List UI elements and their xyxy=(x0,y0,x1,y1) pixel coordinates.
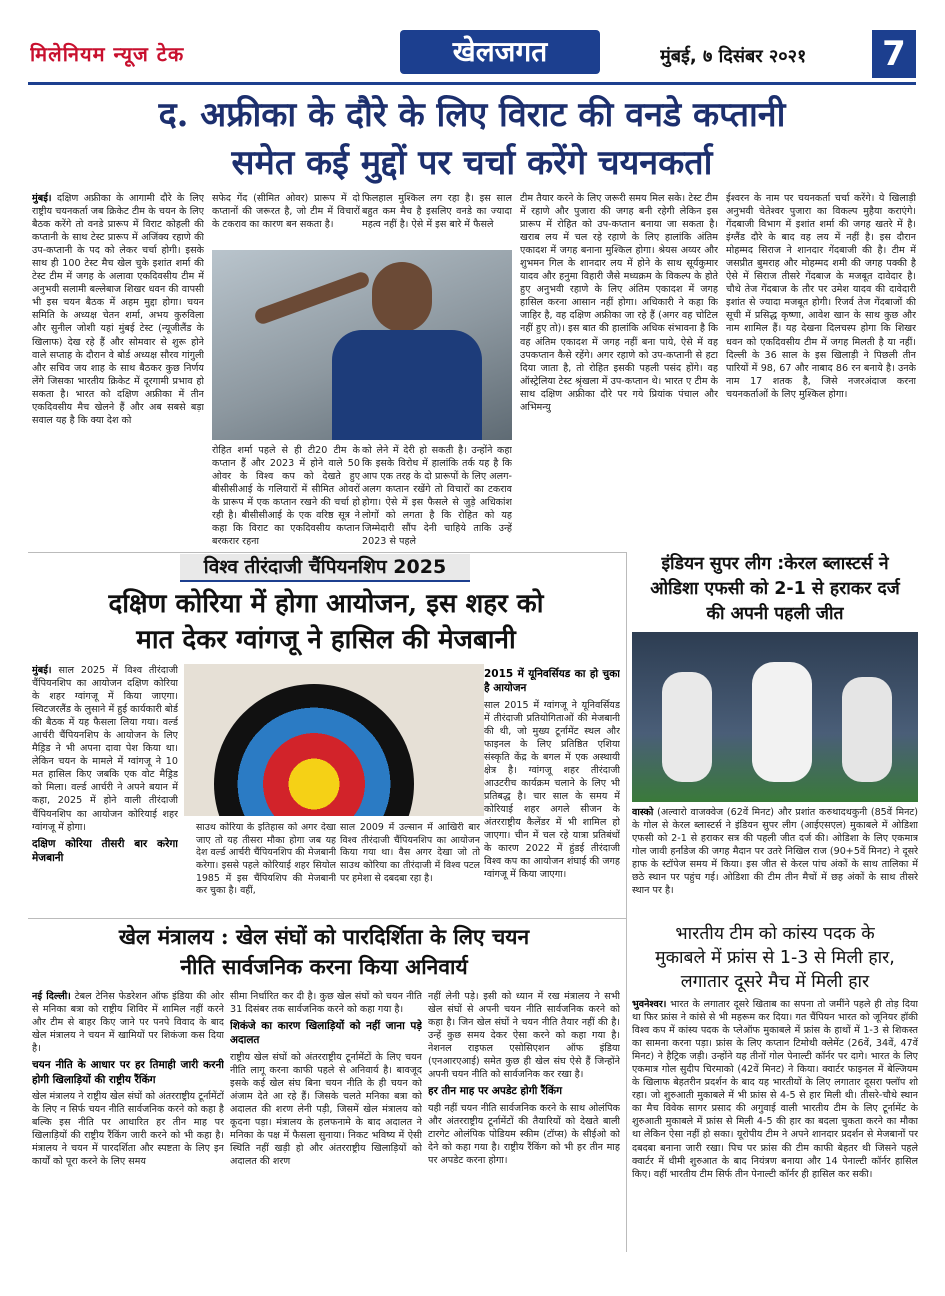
archery-headline-line-1: दक्षिण कोरिया में होगा आयोजन, इस शहर को xyxy=(108,589,544,619)
ministry-subhead-1: चयन नीति के आधार पर हर तिमाही जारी करनी होगी खिलाड़ियों की राष्ट्रीय रैंकिंग xyxy=(32,1059,224,1086)
ministry-col-3b-text: यही नहीं चयन नीति सार्वजनिक करने के साथ ओलंपिक और अंतरराष्ट्रीय टूर्नामेंटों की तैयारियों को देखते बाली टारगेट ओलंपिक पोडियम स्कीम (टॉप्स) के सीईओ को देने को कहा गया है। राष्ट्रीय रैंकिंग को भी हर तीन माह पर अपडेट करना होगा। xyxy=(428,1102,620,1166)
main-headline-line-2: समेत कई मुद्दों पर चर्चा करेंगे चयनकर्ता xyxy=(231,143,713,183)
hockey-headline-line-3: लगातार दूसरे मैच में मिली हार xyxy=(680,972,870,992)
archery-target-photo xyxy=(184,664,484,816)
ministry-col-3a-text: नहीं लेनी पड़े। इसी को ध्यान में रख मंत्रालय ने सभी खेल संघों से अपनी चयन नीति सार्वजनिक करने को कहा है। जिन खेल संघों ने चयन नीति तैयार नहीं की है। उन्हें कुछ समय देकर ऐसा करने को कहा गया है। नेशनल राइफल एसोसिएशन ऑफ इंडिया (एनआरएआई) समेत कुछ ही खेल संघ ऐसे हैं जिन्होंने अपनी चयन नीति को सार्वजनिक कर रखा है। xyxy=(428,991,620,1081)
ministry-dateline: नई दिल्ली। xyxy=(32,991,71,1002)
main-headline-line-1: द. अफ्रीका के दौरे के लिए विराट की वनडे कप्तानी xyxy=(158,95,786,135)
player-figure-3 xyxy=(842,677,892,782)
edition-date: मुंबई, ७ दिसंबर २०२१ xyxy=(660,46,807,67)
player-head-shape xyxy=(372,262,432,332)
ministry-col-3 xyxy=(428,990,620,1250)
isl-dateline: वास्को xyxy=(632,807,654,818)
ministry-col-1 xyxy=(32,990,224,1250)
archery-dateline: मुंबई। xyxy=(32,665,52,676)
kohli-photo xyxy=(212,250,512,440)
main-story-col-2-bottom: रोहित शर्मा पहले से ही टी20 टीम के कप्तान हैं और 2023 में होने वाले 50 ओवर के विश्व कप को देखते हुए बीसीसीआई के गलियारों में सीमित ओवरों के प्रारूप में एक कप्तान रखने की चर्चा हो रही है। बीसीसीआई के एक वरिष्ठ सूत्र ने कहा कि विराट का एकदिवसीय कप्तान बरकरार रहना xyxy=(212,445,360,548)
isl-story-text: (अल्वारो वाजक्वेज (62वें मिनट) और प्रशांत करुथादथकुनी (85वें मिनट) के गोल से केरल ब्लास्टर्स ने इंडियन सुपर लीग (आईएसएल) मुकाबले में ओडिशा एफसी को 2-1 से हराकर सत्र की पहली जीत दर्ज की। ओडिशा के लिए एकमात्र गोल जावी हर्नांडेज की जगह मैदान पर उतरे निखिल राज (90+5वें मिनट) ने दूसरे हाफ के स्टॉपेज समय में किया। इस जीत से केरल पांच अंकों के साथ तालिका में छठे स्थान पर पहुंच गई। ओडिशा की टीम तीन मैचों में छह अंकों के साथ तीसरे स्थान पर है। xyxy=(632,807,918,897)
ministry-subhead-2: शिकंजे का कारण खिलाड़ियों को नहीं जाना पड़े अदालत xyxy=(230,1020,422,1047)
archery-col-4 xyxy=(484,664,620,924)
hockey-headline-line-1: भारतीय टीम को कांस्य पदक के xyxy=(675,924,875,944)
main-story-col-4: टीम तैयार करने के लिए जरूरी समय मिल सके। टेस्ट टीम में रहाणे और पुजारा की जगह बनी रहेगी लेकिन इस प्रारूप में रोहित को उप-कप्तान बनाया जा सकता है। खराब लय में चल रहे रहाणे के लिए हालांकि अंतिम एकादश में जगह बनाना मुश्किल होगा। श्रेयस अय्यर और शुभमन गिल के शानदार लय में होने के साथ सूर्यकुमार यादव और हनुमा विहारी जैसे मध्यक्रम के विकल्प के होते हुए अनुभवी रहाणे के लिए अंतिम एकादश में जगह हासिल करना आसान नहीं होगा। अधिकारी ने कहा कि जाहिर है, वह दक्षिण अफ्रीका जा रहे हैं (अगर वह चोटिल नहीं हुए तो)। इस बात की हालांकि अधिक संभावना है कि वह अंतिम एकादश में जगह नहीं बना पाये, ऐसे में वह उपकप्तान कैसे रहेंगे। अगर रहाणे को उप-कप्तानी से हटा दिया जाता है, तो रोहित इसकी पहली पसंद होंगे। वह ऑस्ट्रेलिया टेस्ट श्रृंखला में उप-कप्तान थे। भारत ए टीम के साथ दक्षिण अफ्रीका दौरे पर गये प्रियांक पंचाल और अभिमन्यु xyxy=(520,193,718,413)
archery-col-4-text: साल 2015 में ग्वांगजू ने यूनिवर्सियड में तीरंदाजी प्रतियोगिताओं की मेजबानी की थी, जो मुख्य टूर्नामेंट स्थल और फाइनल के लिए प्रतिष्ठित एशिया संस्कृति केंद्र के बगल में एक अस्थायी क्षेत्र है। ग्वांगजू शहर तीरंदाजी आउटरीच कार्यक्रम चलाने के लिए भी प्रतिबद्ध है। चार साल के समय में कोरियाई शहर अगले सीजन के अंतरराष्ट्रीय कैलेंडर में भी शामिल हो जाएगा। चीन में चल रहे यात्रा प्रतिबंधों के कारण 2022 में हुंडई तीरंदाजी विश्व कप का आयोजन शंघाई की जगह ग्वांगजू में किया जाएगा। xyxy=(484,699,620,881)
ministry-col-2a-text: सीमा निर्धारित कर दी है। कुछ खेल संघों को चयन नीति 31 दिसंबर तक सार्वजनिक करने को कहा गया है। xyxy=(230,991,422,1016)
archery-subhead-1: दक्षिण कोरिया तीसरी बार करेगा मेजबानी xyxy=(32,837,178,864)
masthead-rule xyxy=(28,82,916,85)
player-figure-1 xyxy=(662,672,712,782)
main-story-col-3-top: फिलहाल मुश्किल लग रहा है। इस साल बहुत कम मैच है इसलिए वनडे का ज्यादा महत्व नहीं है। ऐसे में इस बारे में फैसले xyxy=(362,193,512,231)
ministry-subhead-3: हर तीन माह पर अपडेट होगी रैंकिंग xyxy=(428,1085,562,1098)
player-jersey-shape xyxy=(332,330,482,440)
archery-kicker: विश्व तीरंदाजी चैंपियनशिप 2025 xyxy=(180,554,470,582)
isl-headline-line-2: ओडिशा एफसी को 2-1 से हराकर दर्ज xyxy=(650,579,900,599)
dateline: मुंबई। xyxy=(32,193,52,204)
main-story-col-3-bottom: को लेने में देरी हो सकती है। उन्होंने कहा कि इसके विरोध में हालांकि तर्क यह है कि आप एक तरह के दो प्रारूपों के लिए अलग-अलग कप्तान रखेंगे तो विचारों का टकराव होगा। ऐसे में इस फैसले से जुड़े अधिकांश लोगों को लगता है कि रोहित को यह जिम्मेदारी सौंप देनी चाहिये ताकि उन्हें 2023 से पहले xyxy=(362,445,512,548)
ministry-col-1a-text: टेबल टेनिस फेडरेशन ऑफ इंडिया की ओर से मनिका बत्रा को राष्ट्रीय शिविर में शामिल नहीं करने और टीम से बाहर किए जाने पर पनपे विवाद के बाद खेल मंत्रालय ने चयन में खामियों पर शिकंजा कस दिया है। xyxy=(32,991,224,1055)
main-story-col-1-text: दक्षिण अफ्रीका के आगामी दौरे के लिए राष्ट्रीय चयनकर्ता जब क्रिकेट टीम के चयन के लिए बैठक करेंगे तो वनडे प्रारूप में विराट कोहली की कप्तानी के साथ टेस्ट प्रारूप में अजिंक्य रहाणे की उप-कप्तानी के पद को लेकर चर्चा होगी। इसके साथ ही 100 टेस्ट मैच खेल चुके इशांत शर्मा की टेस्ट टीम में जगह के अलावा एकदिवसीय टीम में अनुभवी सलामी बल्लेबाज शिखर धवन की वापसी भी इस चयन बैठक में अहम मुद्दा होगा। चयन समिति के अध्यक्ष चेतन शर्मा, अभय कुरुविला और सुनील जोशी यहां मुंबई टेस्ट (न्यूजीलैंड के खिलाफ) देख रहे हैं और सोमवार से शुरू होने वाले सप्ताह के दौरान वे बोर्ड अध्यक्ष सौरव गांगुली और सचिव जय शाह के साथ बैठकर कुछ निर्णय लेंगे जिसका भारतीय क्रिकेट में दूरगामी प्रभाव हो सकता है। भारत को दक्षिण अफ्रीका में तीन एकदिवसीय मैच खेलने हैं और अब सबसे बड़ा सवाल यह है कि क्या देश को xyxy=(32,193,204,426)
archery-col-3: साल 2009 में उल्सान में आखिरी बार विश्व तीरंदाजी चैंपियनशिप का आयोजन किया गया था। वैस अगर देखा जो तो साउथ कोरिया का तीरंदाजी में विश्व पटल पर हमेशा से दबदबा रहा है। xyxy=(340,822,480,884)
ministry-headline-line-1: खेल मंत्रालय : खेल संघों को पारदिर्शिता के लिए चयन xyxy=(118,924,530,949)
isl-headline-line-3: की अपनी पहली जीत xyxy=(706,604,844,624)
archery-headline-line-2: मात देकर ग्वांगजू ने हासिल की मेजबानी xyxy=(136,625,516,655)
hockey-story-text: भारत के लगातार दूसरे खिताब का सपना तो जमींने पहले ही तोड़ दिया था फिर फ्रांस ने कांसे से भी महरूम कर दिया। गत चैंपियन भारत को जूनियर हॉकी विश्व कप में कांस्य पदक के प्लेऑफ मुकाबले में फ्रांस के हाथों में 1-3 से शिकस्त का सामना करना पड़ा। फ्रांस के लिए कप्तान टिमोथी क्लेमेंट (26वें, 34वें, 47वें मिनट) ने हैट्रिक जड़ी। उन्होंने यह तीनों गोल पेनाल्टी कॉर्नर पर दागे। भारत के लिए एकमात्र गोल सुदीप चिरमाको (42वें मिनट) ने किया। क्वार्टर फाइनल में बेल्जियम के खिलाफ बेहतरीन प्रदर्शन के बाद यह भारतीयों के लिए लगातार दूसरा फ्लॉप शो रहा। जो शुरुआती मुकाबले में भी फ्रांस से 4-5 से हार मिली थी। तीसरे-चौथे स्थान का मैच विवेक सागर प्रसाद की अगुवाई वाली भारतीय टीम के लिए टूर्नामेंट के शुरुआती मुकाबले में फ्रांस से मिली 4-5 की हार का बदला चुकता करने का मौका था लेकिन ऐसा नहीं हो सका। यूरोपीय टीम ने अपने शानदार प्रदर्शन से मेजबानों पर दबदबा बनाना जारी रखा। पिच पर फ्रांस की टीम काफी बेहतर थी जिसने पहले क्वार्टर में धीमी शुरुआत के बाद नियंत्रण बनाया और 14 पेनाल्टी कॉर्नर हासिल किए। वहीं भारतीय टीम सिर्फ तीन पेनाल्टी कॉर्नर ही हासिल कर सकी। xyxy=(632,999,918,1180)
ministry-col-2 xyxy=(230,990,422,1250)
main-story-col-5: ईश्वरन के नाम पर चयनकर्ता चर्चा करेंगे। ये खिलाड़ी अनुभवी चेतेश्वर पुजारा का विकल्प मुहैया कराएंगे। गेंदबाजी विभाग में इशांत शर्मा की जगह खतरे में है। इंग्लैंड दौरे के बाद वह लय में नहीं है। इस दौरान मोहम्मद सिराज ने शानदार गेंदबाजी की है। टीम में जसप्रीत बुमराह और मोहम्मद शमी की जगह पक्की है ऐसे में सिराज तीसरे गेंदबाज के मजबूत दावेदार है। चौथे तेज गेंदबाज के तौर पर उमेश यादव की दावेदारी इशांत से ज्यादा मजबूत होगी। रिजर्व तेज गेंदबाजों की सूची में प्रसिद्ध कृष्णा, आवेश खान के साथ कुछ और नाम शामिल हैं। यह देखना दिलचस्प होगा कि शिखर धवन को एकदिवसीय टीम में जगह मिलती है या नहीं। दिल्ली के 36 साल के इस खिलाड़ी ने पिछली तीन पारियों में 98, 67 और नाबाद 86 रन बनाये है। उनके नाम 17 शतक है, जिसे नजरअंदाज करना चयनकर्ताओं के लिए मुश्किल होगा। xyxy=(726,193,916,400)
section-title: खेलजगत xyxy=(400,30,600,74)
player-figure-2 xyxy=(752,662,812,782)
main-story-col-2-top: सफेद गेंद (सीमित ओवर) प्रारूप में दो कप्तानों की जरूरत है, जो टीम में विचारों के टकराव का कारण बन सकता है। xyxy=(212,193,360,231)
archery-col-1-text: साल 2025 में विश्व तीरंदाजी चैंपियनशिप का आयोजन दक्षिण कोरिया के शहर ग्वांगजू में किया जाएगा। स्विटजरलैंड के लुसाने में हुई कार्यकारी बोर्ड की बैठक में यह फैसला लिया गया। वर्ल्ड आर्चरी चैंपियनशिप के आयोजन के लिए मैड्रिड ने भी अपना दावा पेश किया था। लेकिन चयन के मामले में ग्वांगजू ने 10 मत हासिल किए जबकि एक वोट मैड्रिड को मिला। वर्ल्ड आर्चरी ने अपने बयान में कहा, 2025 में होने वाली तीरंदाजी चैंपियनशिप का आयोजन कोरियाई शहर ग्वांगजू में होगा। xyxy=(32,665,178,833)
section-divider-1 xyxy=(28,552,626,553)
isl-headline-line-1: इंडियन सुपर लीग :केरल ब्लास्टर्स ने xyxy=(661,554,889,574)
archery-subhead-2: 2015 में यूनिवर्सियड का हो चुका है आयोजन xyxy=(484,668,620,695)
target-face-shape xyxy=(214,684,414,816)
player-arm-shape xyxy=(253,270,371,326)
newspaper-brand: मिलेनियम न्यूज टेक xyxy=(30,42,185,66)
ministry-col-1b-text: खेल मंत्रालय ने राष्ट्रीय खेल संघों को अंतरराष्ट्रीय टूर्नामेंटों के लिए न सिर्फ चयन नीति सार्वजनिक करने को कहा है बल्कि इस नीति पर आधारित हर तीन माह पर खिलाड़ियों की राष्ट्रीय रैंकिंग जारी करने को भी कहा है। मंत्रालय ने चयन में पारदर्शिता और स्पष्टता के लिए इन कार्यों को पूरा करने के लिए समय xyxy=(32,1090,224,1167)
main-story-col-1 xyxy=(32,192,204,552)
hockey-headline-line-2: मुकाबले में फ्रांस से 1-3 से मिली हार, xyxy=(655,948,895,968)
ministry-col-2b-text: राष्ट्रीय खेल संघों को अंतरराष्ट्रीय टूर्नामेंटों के लिए चयन नीति लागू करना काफी पहले से अनिवार्य है। बावजूद इसके कई खेल संघ बिना चयन नीति के ही चयन को अंजाम देते आ रहे हैं। जिसके चलते मनिका बत्रा को अदालत की शरण लेनी पड़ी, जिसमें खेल मंत्रालय को कूदना पड़ा। मंत्रालय के हलफनामे के बाद अदालत ने मनिका के पक्ष में फैसला सुनाया। निकट भविष्य में ऐसी स्थिति नहीं खड़ी हो और अंतरराष्ट्रीय खिलाड़ियों को अदालत की शरण xyxy=(230,1051,422,1167)
archery-col-2: साउथ कोरिया के इतिहास को अगर देखा जाए तो यह तीसरा मौका होगा जब यह देश वर्ल्ड आर्चरी चैंपियनशिप की मेजबानी करेगा। इससे पहले कोरियाई शहर सियोल 1985 में इस चैंपियशिप की मेजबानी कर चुका है। वहीं, xyxy=(196,822,336,897)
page-number: 7 xyxy=(872,30,916,78)
hockey-story xyxy=(632,998,918,1248)
section-divider-2 xyxy=(28,918,626,919)
column-divider xyxy=(626,552,627,1252)
archery-col-1 xyxy=(32,664,178,884)
ministry-headline-line-2: नीति सार्वजनिक करना किया अनिवार्य xyxy=(180,954,468,979)
hockey-dateline: भुवनेश्वर। xyxy=(632,999,667,1010)
isl-story xyxy=(632,806,918,918)
isl-match-photo xyxy=(632,632,918,802)
